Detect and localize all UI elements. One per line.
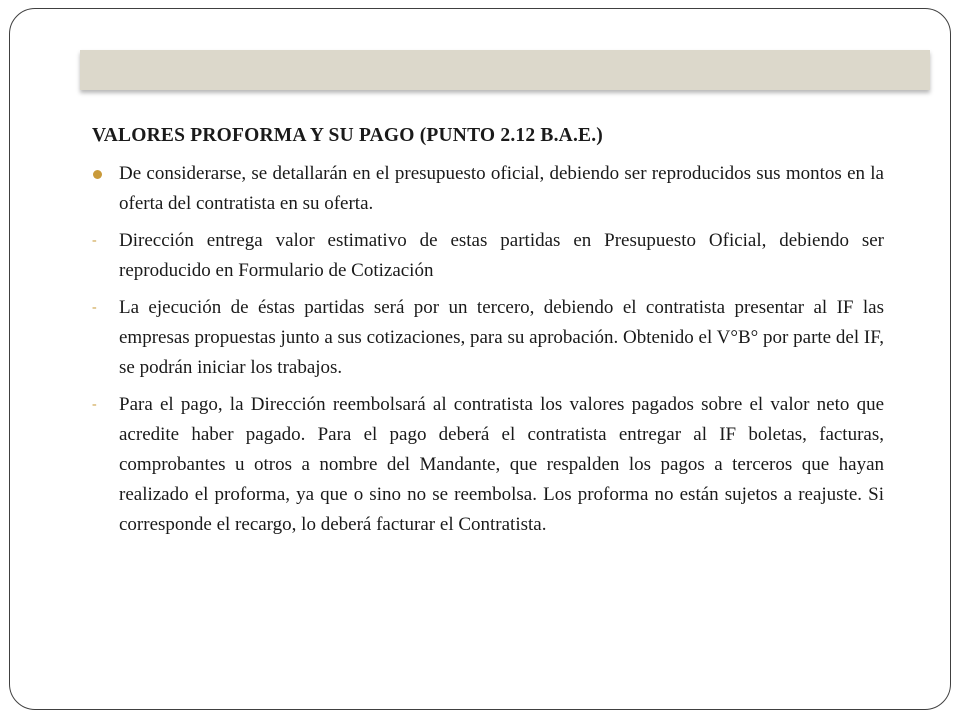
list-item bbox=[92, 293, 884, 383]
bullet-dot-icon bbox=[93, 170, 102, 179]
list-item-text: Para el pago, la Dirección reembolsará al contratista los valores pagados sobre el valor neto que acredite haber pagado. Para el pago deberá el contratista entregar al IF boletas, facturas, comprobantes u otros a nombre del Mandante, que respalden los pagos a terceros que hayan realizado el proforma, ya que o sino no se reembolsa. Los proforma no están sujetos a reajuste. Si corresponde el recargo, lo deberá facturar el Contratista. bbox=[119, 394, 884, 535]
bullet-dash-icon: - bbox=[92, 397, 97, 412]
list-item-text: La ejecución de éstas partidas será por un tercero, debiendo el contratista presentar al IF las empresas propuestas junto a sus cotizaciones, para su aprobación. Obtenido el V°B° por parte del IF, se podrán iniciar los trabajos. bbox=[119, 297, 884, 378]
section-heading: VALORES PROFORMA Y SU PAGO (PUNTO 2.12 B.A.E.) bbox=[92, 125, 603, 146]
list-item-text: De considerarse, se detallarán en el presupuesto oficial, debiendo ser reproducidos sus montos en la oferta del contratista en su oferta. bbox=[119, 163, 884, 214]
title-bar bbox=[80, 50, 930, 90]
bullet-dash-icon: - bbox=[92, 233, 97, 248]
bullet-dash-icon: - bbox=[92, 300, 97, 315]
list-item bbox=[92, 159, 884, 219]
list-item bbox=[92, 226, 884, 286]
list-item bbox=[92, 390, 884, 540]
list-item-text: Dirección entrega valor estimativo de estas partidas en Presupuesto Oficial, debiendo ser reproducido en Formulario de Cotización bbox=[119, 230, 884, 281]
slide-content bbox=[92, 123, 884, 547]
